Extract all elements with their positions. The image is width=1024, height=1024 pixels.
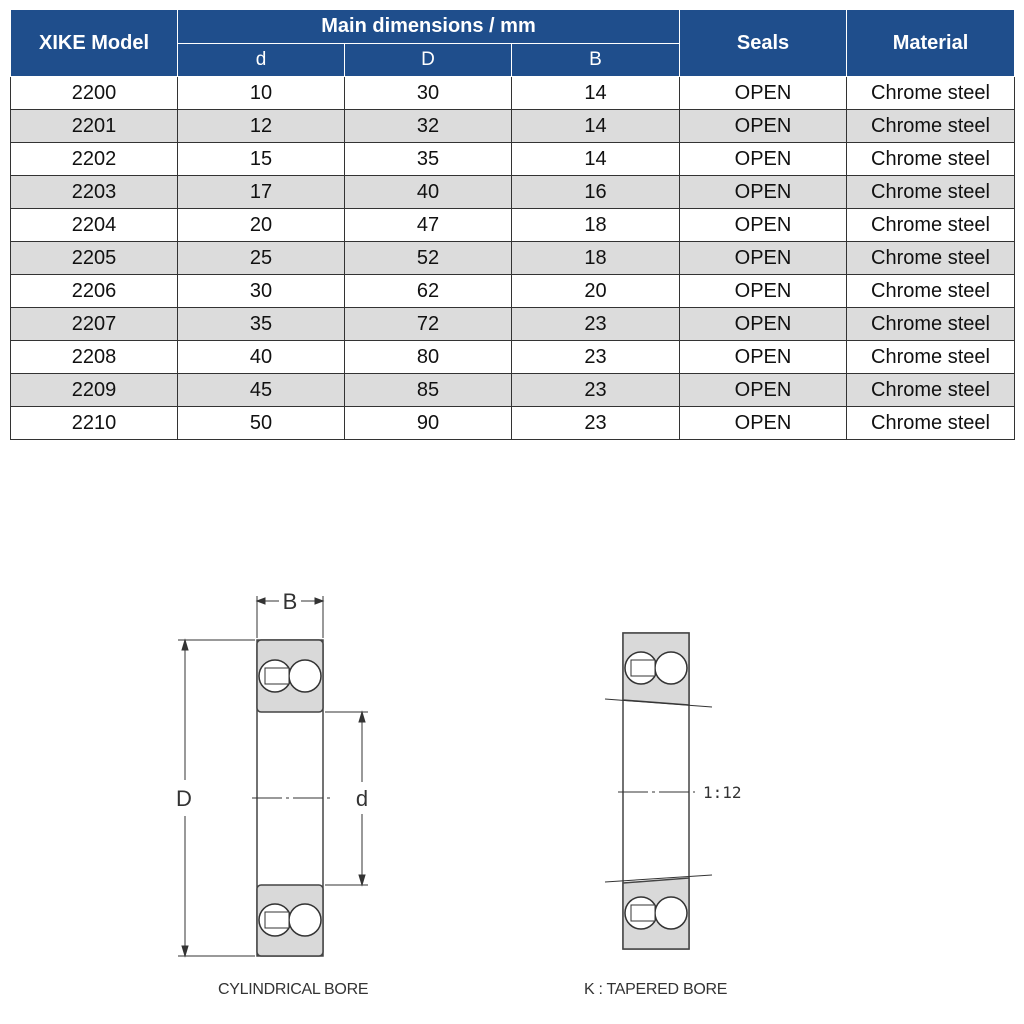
cell-model: 2208 <box>11 341 178 374</box>
caption-tapered-bore: K : TAPERED BORE <box>584 981 728 998</box>
cell-seals: OPEN <box>680 341 847 374</box>
cell-model: 2201 <box>11 110 178 143</box>
cell-d-inner: 10 <box>178 77 345 110</box>
cell-d-inner: 17 <box>178 176 345 209</box>
cell-model: 2200 <box>11 77 178 110</box>
cell-d-outer: 90 <box>345 407 512 440</box>
cell-d-inner: 25 <box>178 242 345 275</box>
header-main-dimensions: Main dimensions / mm <box>178 10 680 44</box>
cell-model: 2209 <box>11 374 178 407</box>
cell-d-outer: 35 <box>345 143 512 176</box>
cell-seals: OPEN <box>680 110 847 143</box>
cell-model: 2207 <box>11 308 178 341</box>
cell-seals: OPEN <box>680 176 847 209</box>
cell-material: Chrome steel <box>847 275 1015 308</box>
cell-material: Chrome steel <box>847 77 1015 110</box>
table-row <box>11 110 1015 143</box>
cell-b: 20 <box>512 275 680 308</box>
cell-b: 16 <box>512 176 680 209</box>
cell-model: 2203 <box>11 176 178 209</box>
cell-model: 2210 <box>11 407 178 440</box>
cell-b: 23 <box>512 308 680 341</box>
cell-material: Chrome steel <box>847 374 1015 407</box>
cell-d-outer: 85 <box>345 374 512 407</box>
label-taper-ratio: 1:12 <box>703 783 742 802</box>
cell-seals: OPEN <box>680 209 847 242</box>
cell-model: 2205 <box>11 242 178 275</box>
table-row <box>11 407 1015 440</box>
cell-d-outer: 47 <box>345 209 512 242</box>
header-inner-diameter: d <box>178 44 345 77</box>
cell-b: 23 <box>512 407 680 440</box>
bearing-spec-table <box>10 9 1015 440</box>
cell-b: 14 <box>512 143 680 176</box>
cell-material: Chrome steel <box>847 110 1015 143</box>
cell-d-outer: 80 <box>345 341 512 374</box>
header-outer-diameter: D <box>345 44 512 77</box>
cell-material: Chrome steel <box>847 308 1015 341</box>
bearing-drawings <box>0 560 1024 1024</box>
cell-model: 2204 <box>11 209 178 242</box>
table-row <box>11 275 1015 308</box>
cell-d-inner: 50 <box>178 407 345 440</box>
cell-material: Chrome steel <box>847 242 1015 275</box>
tapered-bore-drawing <box>605 633 712 949</box>
table-row <box>11 143 1015 176</box>
cell-seals: OPEN <box>680 77 847 110</box>
cell-b: 14 <box>512 77 680 110</box>
cell-d-inner: 12 <box>178 110 345 143</box>
table-row <box>11 374 1015 407</box>
header-material: Material <box>847 10 1015 77</box>
header-seals: Seals <box>680 10 847 77</box>
cell-material: Chrome steel <box>847 407 1015 440</box>
cell-d-outer: 40 <box>345 176 512 209</box>
label-inner-diameter-d: d <box>355 786 369 811</box>
table-row <box>11 308 1015 341</box>
label-outer-diameter-d: D <box>176 786 192 811</box>
cell-b: 18 <box>512 242 680 275</box>
cell-seals: OPEN <box>680 143 847 176</box>
caption-cylindrical-bore: CYLINDRICAL BORE <box>218 981 369 998</box>
cell-d-outer: 32 <box>345 110 512 143</box>
cell-material: Chrome steel <box>847 143 1015 176</box>
cell-b: 14 <box>512 110 680 143</box>
cell-seals: OPEN <box>680 407 847 440</box>
cell-d-inner: 30 <box>178 275 345 308</box>
cell-material: Chrome steel <box>847 341 1015 374</box>
cell-material: Chrome steel <box>847 176 1015 209</box>
cell-d-outer: 30 <box>345 77 512 110</box>
cell-d-inner: 40 <box>178 341 345 374</box>
cell-d-inner: 15 <box>178 143 345 176</box>
header-width: B <box>512 44 680 77</box>
header-model: XIKE Model <box>11 10 178 77</box>
table-row <box>11 209 1015 242</box>
cell-material: Chrome steel <box>847 209 1015 242</box>
cell-model: 2202 <box>11 143 178 176</box>
table-body <box>11 77 1015 440</box>
table-row <box>11 341 1015 374</box>
table-row <box>11 77 1015 110</box>
cell-b: 23 <box>512 374 680 407</box>
cell-seals: OPEN <box>680 242 847 275</box>
table-row <box>11 176 1015 209</box>
cylindrical-bore-drawing <box>178 596 368 956</box>
cell-d-inner: 20 <box>178 209 345 242</box>
cell-d-outer: 52 <box>345 242 512 275</box>
cell-d-inner: 35 <box>178 308 345 341</box>
cell-d-inner: 45 <box>178 374 345 407</box>
cell-seals: OPEN <box>680 275 847 308</box>
table-row <box>11 242 1015 275</box>
cell-d-outer: 72 <box>345 308 512 341</box>
label-width-b: B <box>282 589 298 614</box>
cell-d-outer: 62 <box>345 275 512 308</box>
cell-b: 18 <box>512 209 680 242</box>
cell-seals: OPEN <box>680 374 847 407</box>
cell-seals: OPEN <box>680 308 847 341</box>
cell-b: 23 <box>512 341 680 374</box>
cell-model: 2206 <box>11 275 178 308</box>
